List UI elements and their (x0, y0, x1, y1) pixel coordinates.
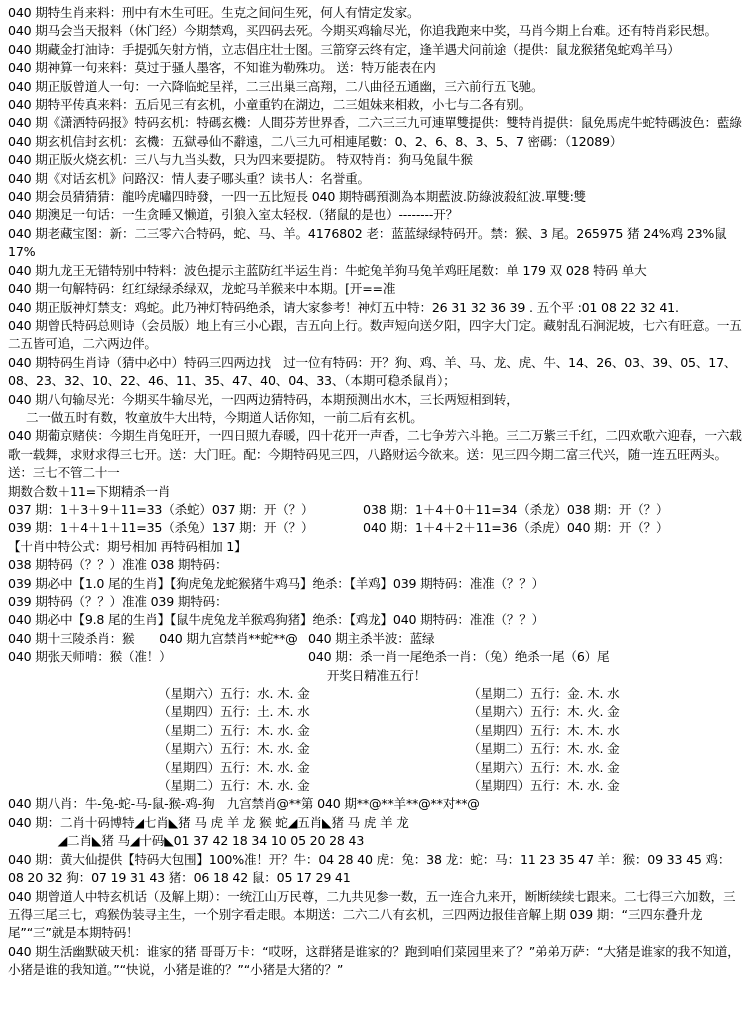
wuxing-row (8, 740, 745, 758)
text-line: 040 期八句输尽光：今期买牛输尽光，一四两边猜特码，本期预测出水木，三长两短相到转， (8, 391, 519, 407)
text-line: 040 期特码生肖诗（猜中必中）特码三四两边找 过一位有特码：开？狗、鸡、羊、马、龙、虎、牛、14、26、03、39、05、17、08、23、32、10、22、46、11、35、47、40、04、33、（本期可稳杀鼠肖）； (8, 354, 737, 389)
text-line: 039 期特码（？？）准准 039 期特码： (8, 594, 228, 609)
mixed-row (8, 648, 745, 666)
text-line: 040 期葡京赌侠：今期生肖兔旺开，一四日照九春暖，四十花开一声香，二七争芳六斗艳。三二万紫三千红，二四欢歌六迎春，一六载歌一载舞，求财求得三七开。送：大门旺。配：今期特码见三四，八路财运今欲来。送：见三四今期二富三代兴，随一连五旺两头。送：三七不管二十一 (8, 428, 742, 481)
wuxing-cell: （星期四）五行：木. 水. 金 (468, 778, 620, 794)
text-line: 039 期必中【1.0 尾的生肖】【狗虎兔龙蛇猴猪牛鸡马】绝杀：【羊鸡】039 期特码：准准（？？） (8, 575, 545, 591)
mixed-cell: 040 期十三陵杀肖：猴 040 期九宫禁肖**蛇**@ (8, 630, 298, 646)
text-line: 040 期马会当天报料（休门经）今期禁鸡，买四码去死。今期买鸡输尽光，你追我跑来中奖，马肖今期上台难。还有特肖彩民想。 (8, 23, 717, 39)
wuxing-cell: （星期二）五行：木. 水. 金 (468, 741, 620, 757)
wuxing-row (8, 759, 745, 777)
text-line: 040 期会员猜猜猜：龍吟虎嘯四時發，一四一五比短長 040 期特碼預測為本期藍波.防綠波殺紅波.單雙:雙 (8, 189, 587, 205)
formula-row (8, 519, 745, 537)
mixed-row (8, 630, 745, 648)
wuxing-cell: （星期四）五行：土. 木. 水 (158, 704, 310, 720)
wuxing-cell: （星期二）五行：木. 水. 金 (158, 722, 310, 738)
text-line: 040 期澳足一句话：一生贪睡又懒道，引狼入室太轻杈.（猪鼠的是也）--------开？ (8, 207, 459, 223)
text-line: 040 期必中【9.8 尾的生肖】【鼠牛虎兔龙羊猴鸡狗猪】绝杀：【鸡龙】040 期特码：准准（？？） (8, 612, 545, 628)
text-line: 040 期：二肖十码博特◢七肖◣猪 马 虎 羊 龙 猴 蛇◢五肖◣猪 马 虎 羊 龙 (8, 814, 409, 830)
text-line: 040 期神算一句来料：莫过于骚人墨客，不知谁为勒殊功。 送：特万能表在内 (8, 60, 436, 76)
text-line: 期数合数＋11=下期精杀一肖 (8, 483, 171, 499)
text-line: 040 期老藏宝图：新：二三零六合特码，蛇、马、羊。4176802 老：蓝蓝绿绿特码开。禁：猴、3 尾。265975 猪 24%鸡 23%鼠 17% (8, 225, 727, 260)
text-line: 040 期《对话玄机》问路汉：情人妻子哪头重？读书人：名誉重。 (8, 170, 370, 186)
wuxing-cell: （星期四）五行：木. 水. 金 (158, 759, 310, 775)
text-line: 【十肖中特公式：期号相加 再特码相加 1】 (8, 538, 247, 554)
text-line: 040 期曾道人中特玄机话（及解上期）：一统江山万民尊，二九共见参一数，五一连合九来开，断断续续七跟来。二七得三六加数，三五得三尾三七，鸡猴伪装寻主生，一个别字看走眼。本期送：二六二八有玄机，三四两边报佳音解上期 039 期：“三四东叠升龙尾”“三”就是本期特码！ (8, 888, 736, 941)
mixed-cell: 040 期主杀半波：蓝绿 (308, 630, 435, 646)
text-line: 040 期藏金打油诗：手提弧矢射方悄，立志倡庄壮士图。三箭穿云终有定，逢羊遇犬问前途（提供：鼠龙猴猪兔蛇鸡羊马） (8, 41, 680, 57)
text-line: 040 期正版曾道人一句：一六降临蛇呈祥，二三出巢三高翔，二八曲径五通幽，三六前行五飞驰。 (8, 78, 544, 94)
text-line: 040 期玄机信封玄机：玄機：五獄尋仙不辭遠，二八三九可相連尾數：0、2、6、8、3、5、7 密碼：（12089） (8, 133, 623, 149)
wuxing-cell: （星期四）五行：木. 木. 水 (468, 722, 620, 738)
text-line: 040 期正版神灯禁支：鸡蛇。此乃神灯特码绝杀，请大家参考！神灯五中特：26 31 32 36 39 . 五个平 :01 08 22 32 41. (8, 299, 679, 315)
wuxing-cell: （星期二）五行：木. 水. 金 (158, 778, 310, 794)
mixed-cell: 040 期：杀一肖一尾绝杀一肖：（兔）绝杀一尾（6）尾 (308, 649, 610, 665)
wuxing-cell: （星期六）五行：木. 火. 金 (468, 704, 620, 720)
formula-cell: 038 期：1＋4＋0＋11=34（杀龙）038 期：开（？） (363, 501, 669, 517)
text-line: 040 期：黄大仙提供【特码大包围】100%准！开？牛：04 28 40 虎：兔：38 龙：蛇：马：11 23 35 47 羊：猴：09 33 45 鸡：08 20 32 狗：07 19 31 43 猪：06 18 42 鼠：05 17 29 41 (8, 851, 731, 886)
formula-cell: 040 期：1＋4＋2＋11=36（杀虎）040 期：开（？） (363, 520, 669, 536)
text-line: 040 期正版火烧玄机：三八与九当头数，只为四来要提防。 特双特肖：狗马兔鼠牛猴 (8, 152, 473, 168)
mixed-cell: 040 期张天师啃：猴（准！） (8, 649, 172, 665)
text-line: 040 期生活幽默破天机：谁家的猪 哥哥万卡：“哎呀，这群猪是谁家的？跑到咱们菜园里来了？”弟弟万萨：“大猪是谁家的我不知道，小猪是谁的我知道。”“快说，小猪是谁的？”“小猪是大猪的？” (8, 943, 740, 978)
text-line: 038 期特码（？？）准准 038 期特码： (8, 557, 228, 573)
text-line: 040 期一句解特码：红红绿绿杀绿双，龙蛇马羊猴来中本期。[开==准 (8, 281, 396, 297)
text-line: 040 期九龙王无错特别中特料：波色提示主蓝防红半运生肖：牛蛇兔羊狗马兔羊鸡旺尾数：单 179 双 028 特码 单大 (8, 262, 647, 278)
text-line: 040 期特生肖来料：刑中有木生可旺。生克之间问生死，何人有情定发家。 (8, 5, 420, 20)
text-line: 040 期特平传真来料：五后见三有玄机，小童重钓在湖边，二三姐妹来相救，小七与二各有别。 (8, 97, 531, 113)
text-line: 040 期曾氏特码总则诗（会员版）地上有三小心跟，吉五向上行。数声短向送夕阳，四字大门定。藏射乱石涧泥坡，七六有旺意。一五二五皆可追，二六两边伴。 (8, 317, 742, 352)
wuxing-cell: （星期六）五行：木. 水. 金 (158, 741, 310, 757)
text-line: 040 期《潇洒特码报》特码玄机：特碼玄機：人間芬芳世界香，二六三三九可連單雙提供：雙特肖提供：鼠免馬虎牛蛇特碼波色：藍綠 (8, 115, 742, 131)
wuxing-row (8, 722, 745, 740)
text-line: 二一做五时有数，牧童放牛大出特，今期道人话你知，一前二后有玄机。 (26, 409, 423, 425)
text-line: 040 期八肖：牛-兔-蛇-马-鼠-猴-鸡-狗 九宫禁肖@**第 040 期**@**羊**@**对**@ (8, 796, 480, 812)
wuxing-cell: （星期六）五行：木. 水. 金 (468, 759, 620, 775)
text-line: ◢二肖◣猪 马◢十码◣01 37 42 18 34 10 05 20 28 43 (8, 833, 365, 849)
wuxing-cell: （星期二）五行：金. 木. 水 (468, 686, 620, 702)
wuxing-row (8, 703, 745, 721)
wuxing-row (8, 685, 745, 703)
formula-cell: 039 期：1＋4＋1＋11=35（杀兔）137 期：开（？） (8, 520, 314, 536)
wuxing-cell: （星期六）五行：水. 木. 金 (158, 686, 310, 702)
formula-row (8, 501, 745, 519)
formula-cell: 037 期：1＋3＋9＋11=33（杀蛇）037 期：开（？） (8, 501, 314, 517)
wuxing-row (8, 777, 745, 795)
wuxing-title: 开奖日精准五行！ (326, 667, 427, 683)
